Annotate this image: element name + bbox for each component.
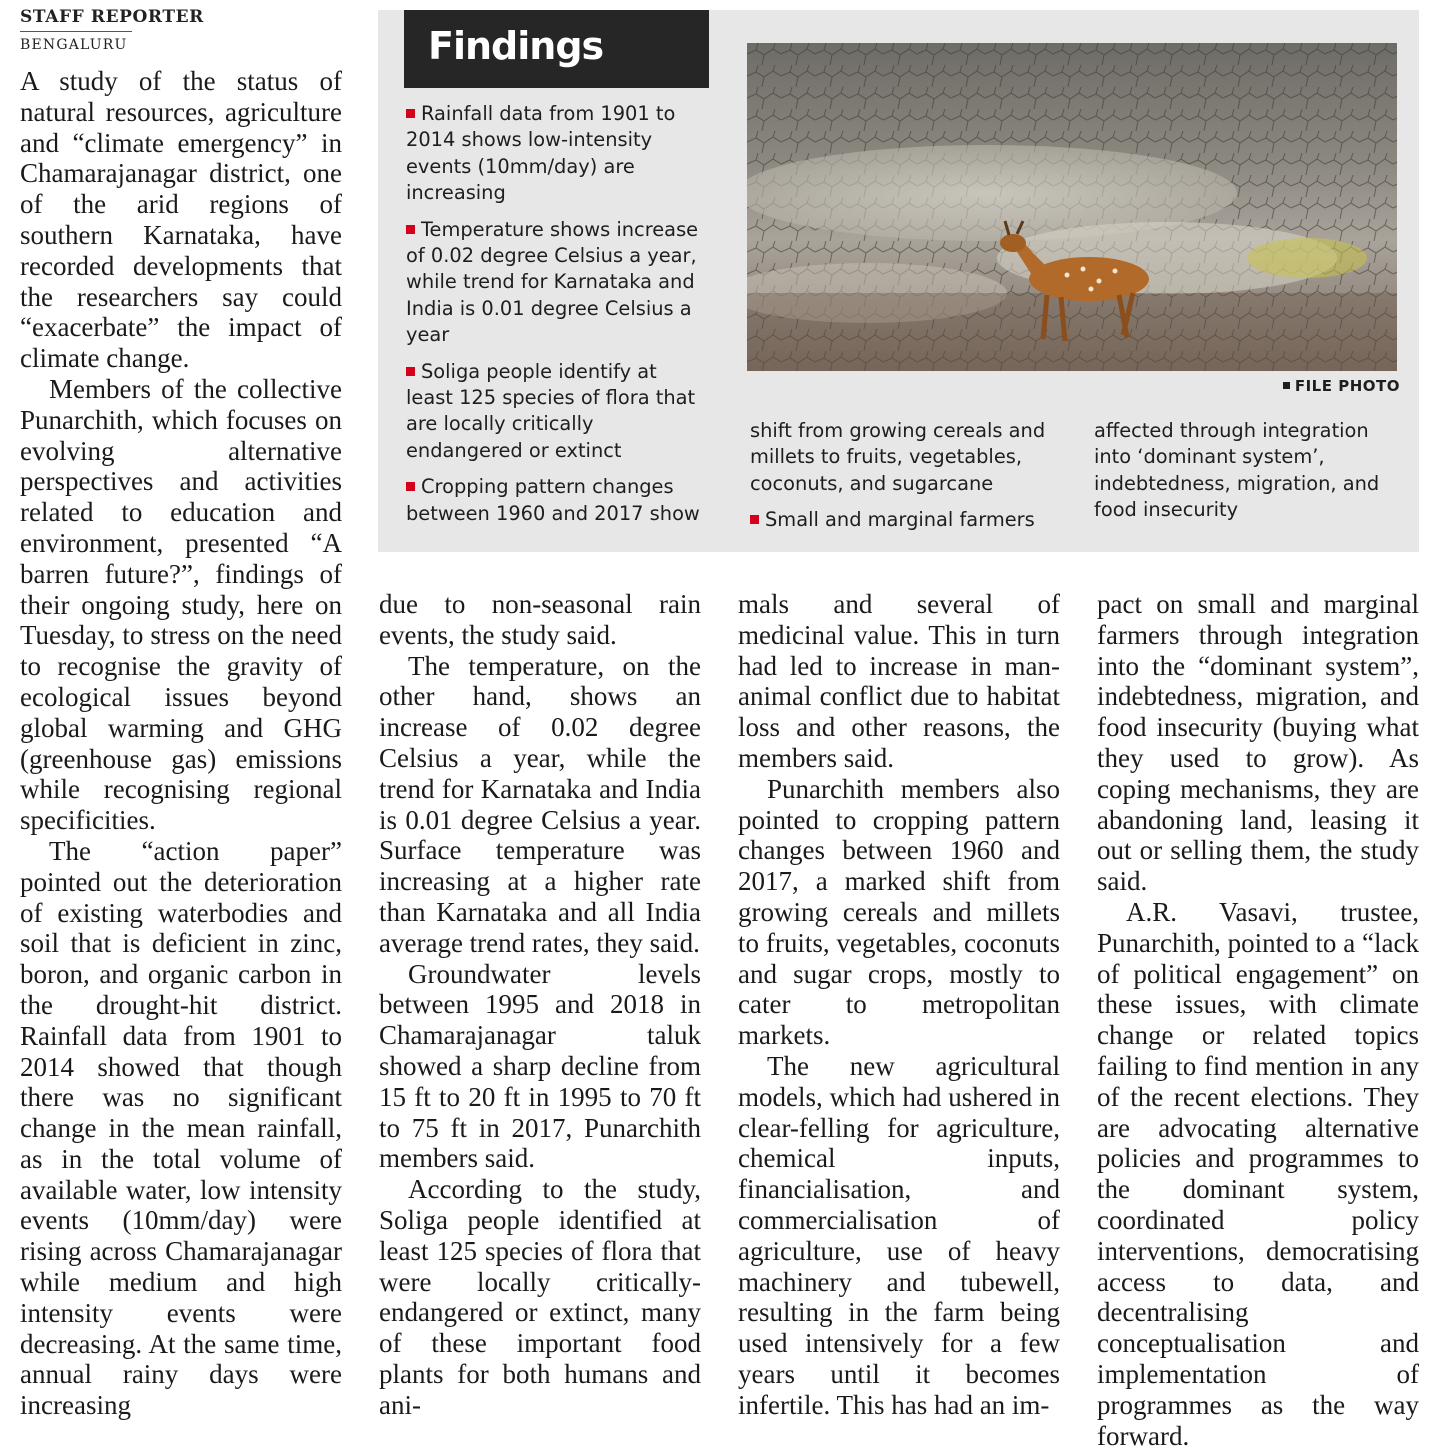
article-paragraph: A study of the status of natural resources, agriculture and “climate emergency” in Chamarajanagar district, one of the arid regions of southern Karnataka, have recorded developments that the researchers say could “exacerbate” the impact of climate change. bbox=[20, 66, 342, 374]
article-column-4 bbox=[1097, 589, 1419, 1451]
article-paragraph: Members of the collective Punarchith, which focuses on evolving alternative perspectives and activities related to education and environment, presented “A barren future?”, findings of their ongoing study, here on Tuesday, to stress on the need to recognise the gravity of ecological issues beyond global warming and GHG (greenhouse gas) emissions while recognising regional specificities. bbox=[20, 373, 342, 836]
finding-item: Small and marginal farmers bbox=[750, 507, 1060, 533]
findings-heading: Findings bbox=[428, 24, 604, 68]
finding-item: Cropping pattern changes between 1960 and 2017 show bbox=[406, 475, 700, 525]
finding-item: Soliga people identify at least 125 species of flora that are locally critically endangered or extinct bbox=[406, 359, 696, 462]
article-paragraph: According to the study, Soliga people identified at least 125 species of flora that were locally critically-endangered or extinct, many of these important food plants for both humans and ani- bbox=[379, 1174, 701, 1420]
article-paragraph: The temperature, on the other hand, shows an increase of 0.02 degree Celsius a year, while the trend for Karnataka and India is 0.01 degree Celsius a year. Surface temperature was increasing at a higher rate than Karnataka and all India average trend rates, they said. bbox=[379, 650, 701, 958]
article-paragraph: due to non-seasonal rain events, the study said. bbox=[379, 589, 701, 650]
article-paragraph: The new agricultural models, which had ushered in clear-felling for agriculture, chemical inputs, financialisation, and commercialisation of agriculture, use of heavy machinery and tubewell, resulting in the farm being used intensively for a few years until it becomes infertile. This has had an im- bbox=[738, 1050, 1060, 1420]
finding-item-continued: shift from growing cereals and millets to fruits, vegetables, coconuts, and sugarcane bbox=[750, 419, 1046, 495]
findings-column-3 bbox=[1094, 418, 1404, 534]
finding-item-continued: affected through integration into ‘dominant system’, indebtedness, migration, and food insecurity bbox=[1094, 419, 1380, 522]
finding-item: Rainfall data from 1901 to 2014 shows low-intensity events (10mm/day) are increasing bbox=[406, 102, 676, 205]
parched-earth-deer-photo bbox=[747, 43, 1397, 371]
article-paragraph: A.R. Vasavi, trustee, Punarchith, pointed to a “lack of political engagement” on these issues, with climate change or related topics failing to find mention in any of the recent elections. They are advocating alternative policies and programmes to the dominant system, coordinated policy interventions, democratising access to data, and decentralising conceptualisation and implementation of programmes as the way forward. bbox=[1097, 896, 1419, 1451]
bullet-icon bbox=[406, 225, 415, 234]
finding-item: Temperature shows increase of 0.02 degree Celsius a year, while trend for Karnataka and India is 0.01 degree Celsius a year bbox=[406, 217, 699, 347]
findings-column-1 bbox=[406, 101, 706, 537]
byline-reporter: STAFF REPORTER bbox=[20, 7, 204, 27]
article-column-1 bbox=[20, 66, 342, 1421]
article-column-3 bbox=[738, 589, 1060, 1421]
bullet-icon bbox=[750, 515, 759, 524]
bullet-icon bbox=[406, 109, 415, 118]
article-paragraph: The “action paper” pointed out the deterioration of existing waterbodies and soil that is deficient in zinc, boron, and organic carbon in the drought-hit district. Rainfall data from 1901 to 2014 showed that though there was no significant change in the mean rainfall, as in the total volume of available water, low intensity events (10mm/day) were rising across Chamarajanagar while medium and high intensity events were decreasing. At the same time, annual rainy days were increasing bbox=[20, 835, 342, 1421]
article-column-2 bbox=[379, 589, 701, 1421]
bullet-icon bbox=[406, 367, 415, 376]
findings-column-2 bbox=[750, 418, 1060, 544]
bullet-icon bbox=[406, 482, 415, 491]
article-paragraph: Punarchith members also pointed to cropping pattern changes between 1960 and 2017, a marked shift from growing cereals and millets to fruits, vegetables, coconuts and sugar crops, mostly to cater to metropolitan markets. bbox=[738, 773, 1060, 1051]
photo-credit: FILE PHOTO bbox=[1280, 377, 1400, 395]
byline bbox=[20, 6, 350, 55]
article-paragraph: mals and several of medicinal value. This in turn had led to increase in man-animal conflict due to habitat loss and other reasons, the members said. bbox=[738, 589, 1060, 773]
square-bullet-icon bbox=[1283, 382, 1290, 389]
byline-divider bbox=[20, 31, 132, 32]
article-paragraph: pact on small and marginal farmers through integration into the “dominant system”, indebtedness, migration, and food insecurity (buying what they used to grow). As coping mechanisms, they are abandoning land, leasing it out or selling them, the study said. bbox=[1097, 589, 1419, 897]
findings-heading-box bbox=[404, 10, 709, 88]
article-paragraph: Groundwater levels between 1995 and 2018 in Chamarajanagar taluk showed a sharp decline from 15 ft to 20 ft in 1995 to 70 ft to 75 ft in 2017, Punarchith members said. bbox=[379, 958, 701, 1174]
byline-location: BENGALURU bbox=[20, 37, 128, 53]
